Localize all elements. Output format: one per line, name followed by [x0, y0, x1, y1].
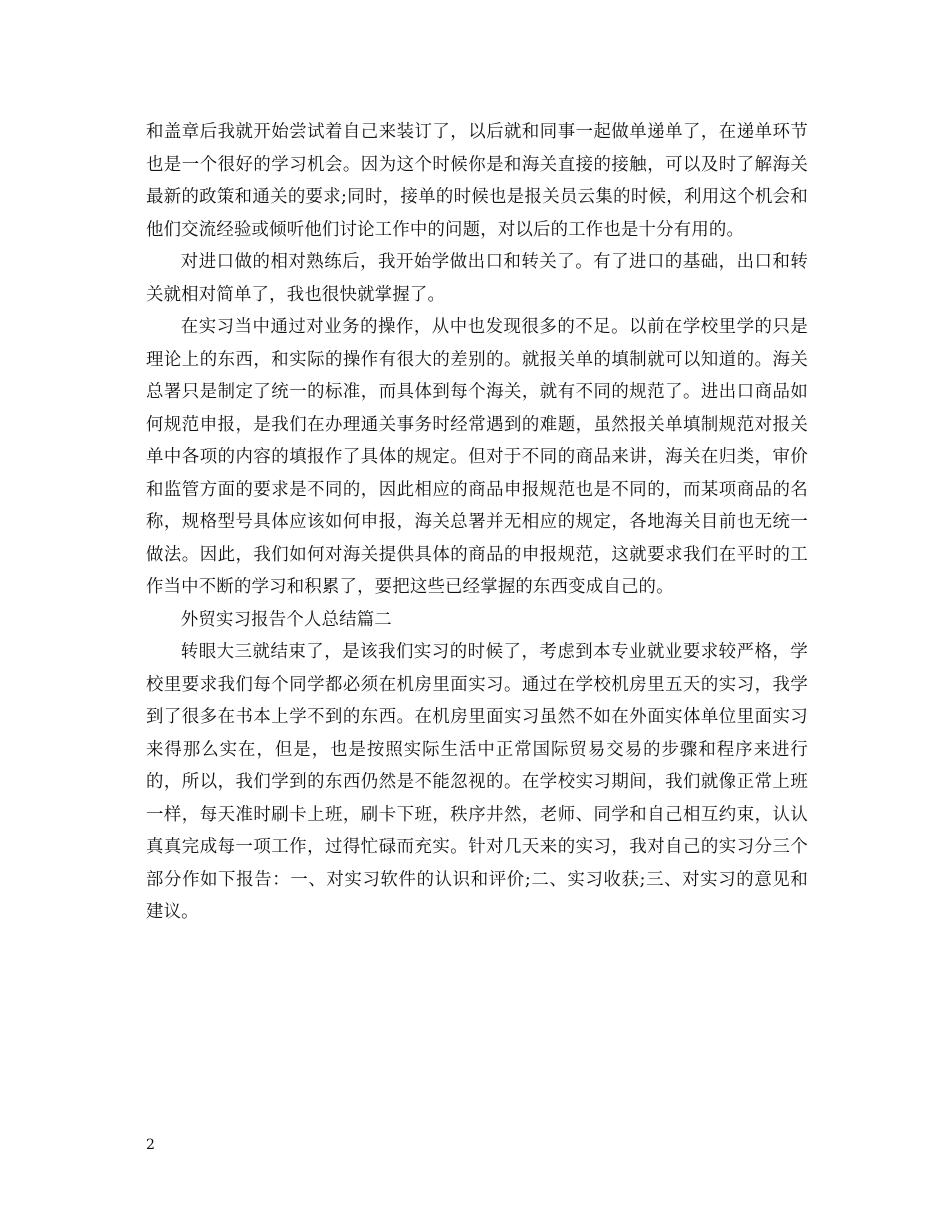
paragraph-3: 在实习当中通过对业务的操作，从中也发现很多的不足。以前在学校里学的只是理论上的东西，和实际的操作有很大的差别的。就报关单的填制就可以知道的。海关总署只是制定了统一的标准，而具体到每个海关，就有不同的规范了。进出口商品如何规范申报，是我们在办理通关事务时经常遇到的难题，虽然报关单填制规范对报关单中各项的内容的填报作了具体的规定。但对于不同的商品来讲，海关在归类，审价和监管方面的要求是不同的，因此相应的商品申报规范也是不同的，而某项商品的名称，规格型号具体应该如何申报，海关总署并无相应的规定，各地海关目前也无统一做法。因此，我们如何对海关提供具体的商品的申报规范，这就要求我们在平时的工作当中不断的学习和积累了，要把这些已经掌握的东西变成自己的。: [146, 317, 808, 597]
paragraph-4: 转眼大三就结束了，是该我们实习的时候了，考虑到本专业就业要求较严格，学校里要求我们每个同学都必须在机房里面实习。通过在学校机房里五天的实习，我学到了很多在书本上学不到的东西。在机房里面实习虽然不如在外面实体单位里面实习来得那么实在，但是，也是按照实际生活中正常国际贸易交易的步骤和程序来进行的，所以，我们学到的东西仍然是不能忽视的。在学校实习期间，我们就像正常上班一样，每天准时刷卡上班，刷卡下班，秩序井然，老师、同学和自己相互约束，认认真真完成每一项工作，过得忙碌而充实。针对几天来的实习，我对自己的实习分三个部分作如下报告：一、对实习软件的认识和评价;二、实习收获;三、对实习的意见和建议。: [146, 642, 808, 922]
paragraph-2: 对进口做的相对熟练后，我开始学做出口和转关了。有了进口的基础，出口和转关就相对简单了，我也很快就掌握了。: [146, 252, 808, 305]
page-number: 2: [146, 1137, 155, 1153]
paragraph-1: 和盖章后我就开始尝试着自己来装订了，以后就和同事一起做单递单了，在递单环节也是一个很好的学习机会。因为这个时候你是和海关直接的接触，可以及时了解海关最新的政策和通关的要求;同时，接单的时候也是报关员云集的时候，利用这个机会和他们交流经验或倾听他们讨论工作中的问题，对以后的工作也是十分有用的。: [146, 122, 808, 240]
section-heading: 外贸实习报告个人总结篇二: [180, 609, 392, 630]
document-body: [146, 116, 808, 929]
